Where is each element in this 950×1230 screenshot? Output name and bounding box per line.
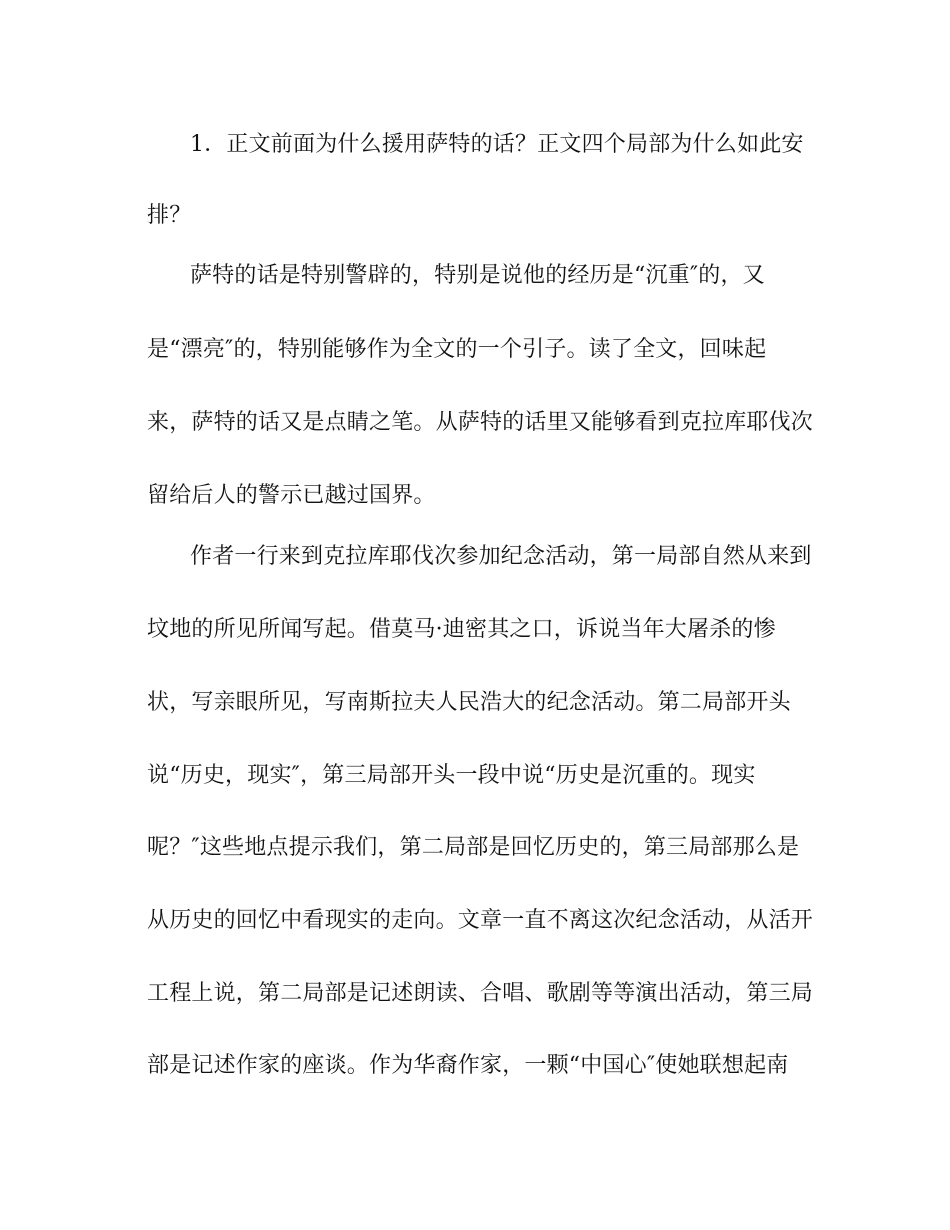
question-line: 1．正文前面为什么援用萨特的话？正文四个局部为什么如此安 [190, 132, 804, 157]
paragraph-line: 留给后人的警示已越过国界。 [147, 483, 436, 508]
paragraph-line: 从历史的回忆中看现实的走向。文章一直不离这次纪念活动，从活开 [147, 908, 814, 933]
paragraph-line: 状，写亲眼所见，写南斯拉夫人民浩大的纪念活动。第二局部开头 [147, 690, 791, 715]
paragraph-line: 坟地的所见所闻写起。借莫马·迪密其之口，诉说当年大屠杀的惨 [147, 617, 776, 642]
paragraph-line: 说“历史，现实″，第三局部开头一段中说“历史是沉重的。现实 [147, 763, 756, 788]
paragraph-line: 是“漂亮″的，特别能够作为全文的一个引子。读了全文，回味起 [147, 337, 767, 362]
paragraph-line: 作者一行来到克拉库耶伐次参加纪念活动，第一局部自然从来到 [190, 544, 812, 569]
paragraph-line: 部是记述作家的座谈。作为华裔作家，一颗“中国心″使她联想起南 [147, 1053, 789, 1078]
paragraph-line: 呢？″这些地点提示我们，第二局部是回忆历史的，第三局部那么是 [147, 835, 800, 860]
paragraph-line: 萨特的话是特别警辟的，特别是说他的经历是“沉重″的，又 [190, 263, 765, 288]
paragraph-line: 工程上说，第二局部是记述朗读、合唱、歌剧等等演出活动，第三局 [147, 981, 814, 1006]
paragraph-line: 来，萨特的话又是点睛之笔。从萨特的话里又能够看到克拉库耶伐次 [147, 410, 814, 435]
question-line: 排？ [147, 203, 192, 228]
